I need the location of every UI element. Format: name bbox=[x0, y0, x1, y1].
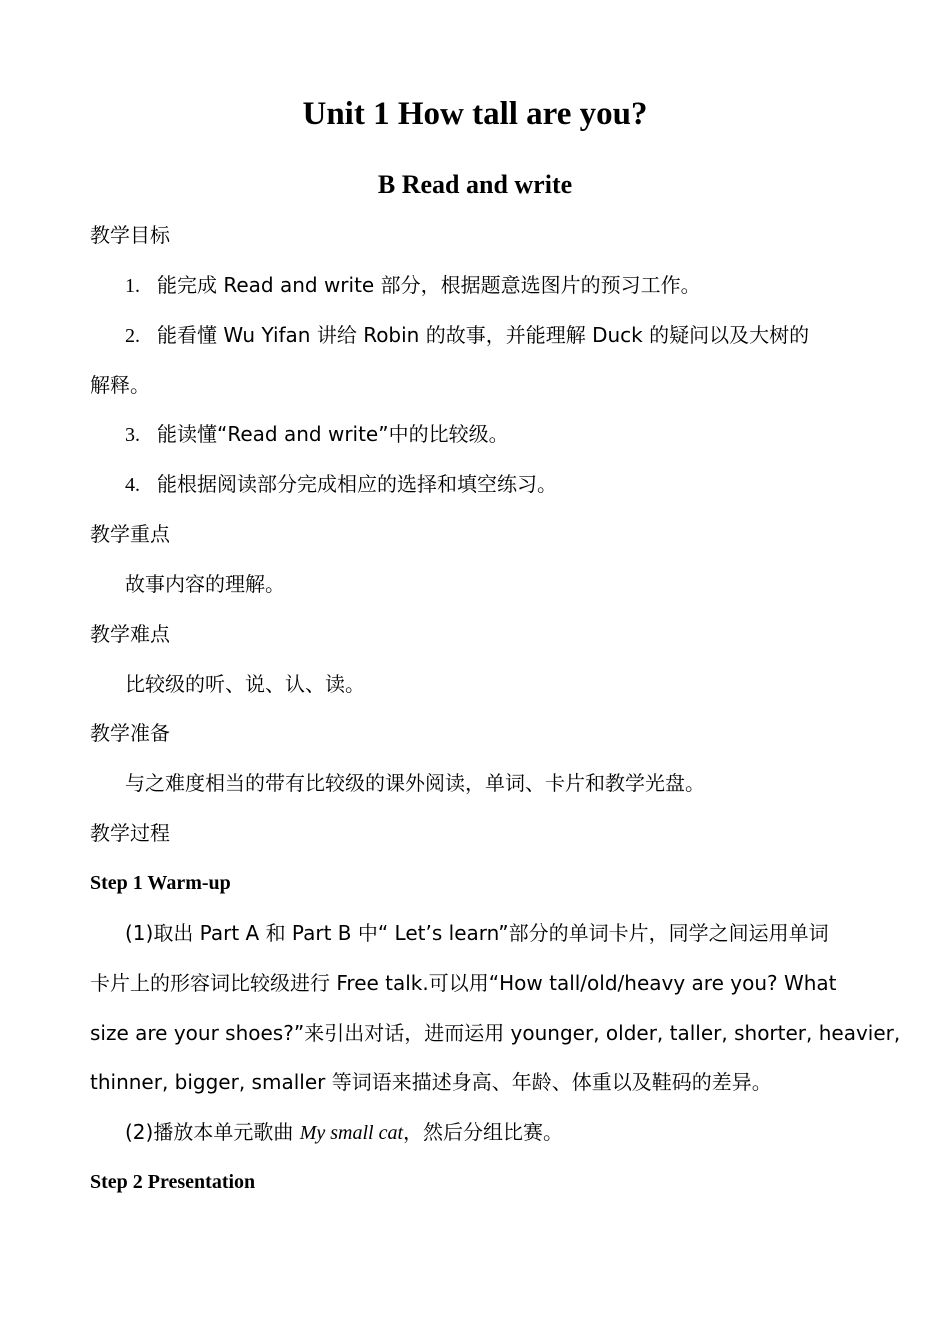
step1-paragraph1-line3: size are your shoes?”来引出对话，进而运用 younger, older, taller, shorter, heavier, bbox=[90, 1021, 901, 1045]
preparation-text: 与之难度相当的带有比较级的课外阅读，单词、卡片和教学光盘。 bbox=[125, 771, 705, 795]
step2-heading: Step 2 Presentation bbox=[90, 1171, 256, 1193]
objective-text: 能看懂 Wu Yifan 讲给 Robin 的故事，并能理解 Duck 的疑问以及大树的 bbox=[157, 323, 810, 347]
difficulties-text: 比较级的听、说、认、读。 bbox=[125, 672, 365, 696]
step1-paragraph1-line2: 卡片上的形容词比较级进行 Free talk.可以用“How tall/old/heavy are you? What bbox=[90, 971, 837, 995]
objective-item-2 bbox=[125, 320, 895, 351]
objective-number: 4. bbox=[125, 474, 140, 496]
objectives-heading: 教学目标 bbox=[90, 223, 170, 247]
song-title: My small cat bbox=[299, 1122, 403, 1144]
objective-text: 能读懂“Read and write”中的比较级。 bbox=[157, 422, 509, 446]
objective-item-2-continued: 解释。 bbox=[90, 373, 150, 397]
step1-paragraph1-line1: (1)取出 Part A 和 Part B 中“ Let’s learn”部分的单词卡片，同学之间运用单词 bbox=[125, 921, 829, 945]
document-title: Unit 1 How tall are you? bbox=[302, 96, 648, 132]
paragraph2-prefix: (2)播放本单元歌曲 bbox=[125, 1120, 300, 1144]
objective-text: 能根据阅读部分完成相应的选择和填空练习。 bbox=[157, 472, 557, 496]
objective-number: 2. bbox=[125, 325, 140, 347]
key-points-heading: 教学重点 bbox=[90, 522, 170, 546]
objective-item-4 bbox=[125, 469, 895, 500]
objective-item-1 bbox=[125, 270, 895, 301]
objective-item-3 bbox=[125, 419, 895, 450]
preparation-heading: 教学准备 bbox=[90, 721, 170, 745]
objective-number: 3. bbox=[125, 424, 140, 446]
step1-paragraph2 bbox=[125, 1117, 895, 1148]
step1-paragraph1-line4: thinner, bigger, smaller 等词语来描述身高、年龄、体重以及鞋码的差异。 bbox=[90, 1070, 772, 1094]
document-subtitle: B Read and write bbox=[377, 170, 573, 199]
key-points-text: 故事内容的理解。 bbox=[125, 572, 285, 596]
objective-text: 能完成 Read and write 部分，根据题意选图片的预习工作。 bbox=[157, 273, 701, 297]
difficulties-heading: 教学难点 bbox=[90, 622, 170, 646]
step1-heading: Step 1 Warm-up bbox=[90, 872, 231, 894]
objective-number: 1. bbox=[125, 275, 140, 297]
paragraph2-suffix: ，然后分组比赛。 bbox=[403, 1120, 563, 1144]
process-heading: 教学过程 bbox=[90, 821, 170, 845]
